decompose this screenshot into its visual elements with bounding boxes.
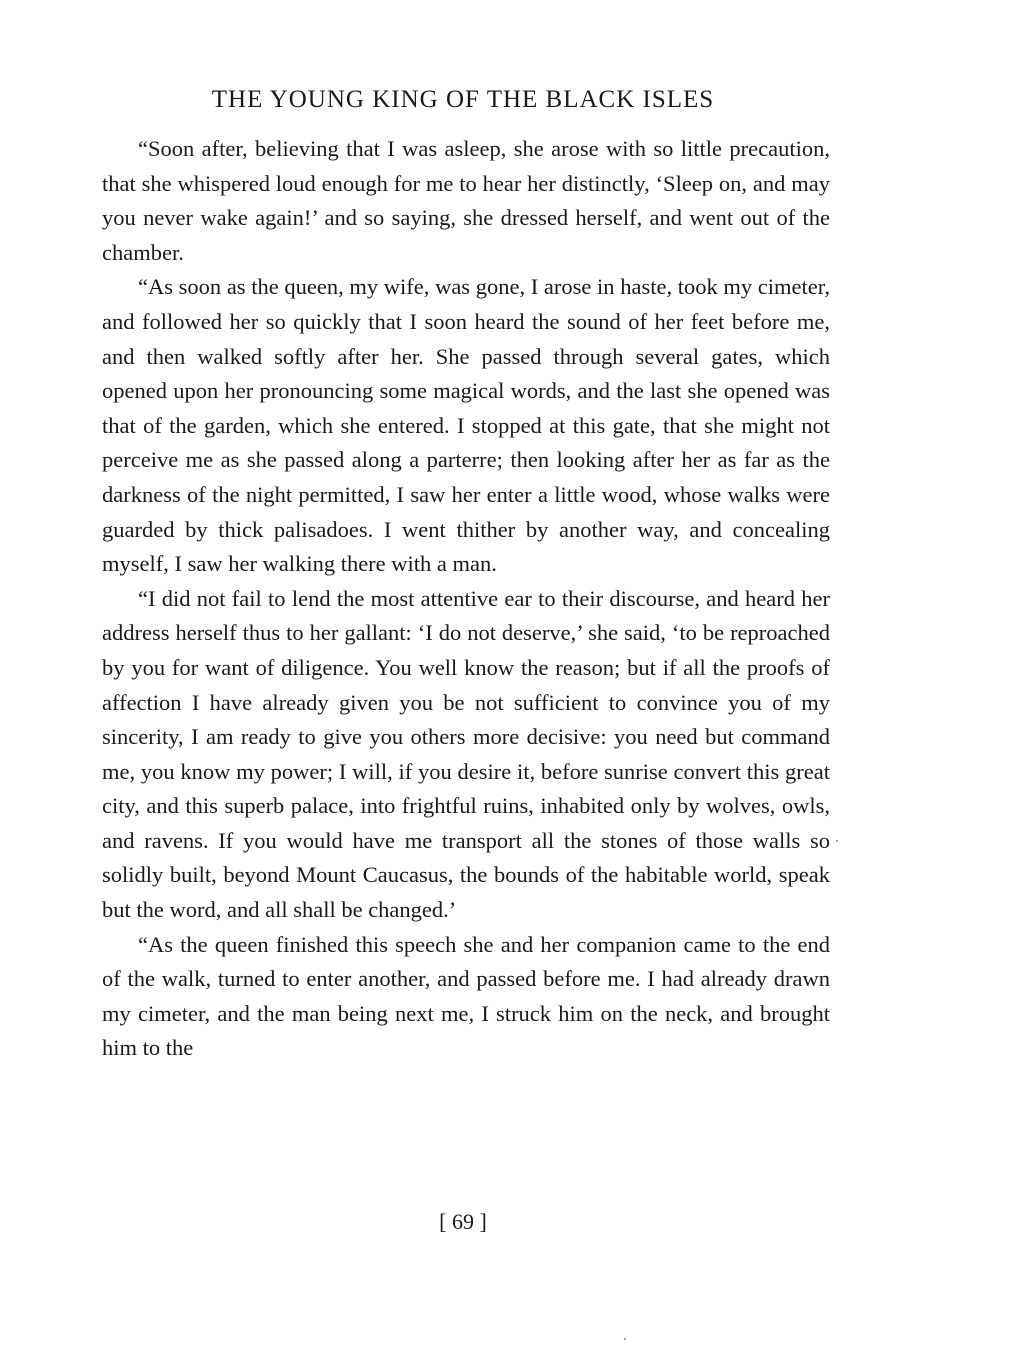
- body-text: [102, 132, 830, 1066]
- scan-speck: [836, 840, 838, 842]
- page-number: [ 69 ]: [439, 1209, 487, 1234]
- paragraph: “As the queen finished this speech she and her companion came to the end of the walk, turned to enter another, and passed before me. I had already drawn my cimeter, and the man being next me, I struck him on the neck, and brought him to the: [102, 931, 830, 1061]
- paragraph: “I did not fail to lend the most attentive ear to their discourse, and heard her address herself thus to her gallant: ‘I do not deserve,’ she said, ‘to be reproached by you for want of diligence. You well know the reason; but if all the proofs of affection I have already given you be not sufficient to convince you of my sincerity, I am ready to give you others more decisive: you need but command me, you know my power; I will, if you desire it, before sunrise convert this great city, and this superb palace, into frightful ruins, inhabited only by wolves, owls, and ravens. If you would have me transport all the stones of those walls so solidly built, beyond Mount Caucasus, the bounds of the habitable world, speak but the word, and all shall be changed.’: [102, 585, 830, 923]
- paragraph: “Soon after, believing that I was asleep, she arose with so little precaution, that she whispered loud enough for me to hear her distinctly, ‘Sleep on, and may you never wake again!’ and so saying, she dressed herself, and went out of the chamber.: [102, 136, 830, 265]
- paragraph: “As soon as the queen, my wife, was gone, I arose in haste, took my cimeter, and followed her so quickly that I soon heard the sound of her feet before me, and then walked softly after her. She passed through several gates, which opened upon her pronouncing some magical words, and the last she opened was that of the garden, which she entered. I stopped at this gate, that she might not perceive me as she passed along a parterre; then looking after her as far as the darkness of the night permitted, I saw her enter a little wood, whose walks were guarded by thick palisadoes. I went thither by another way, and concealing myself, I saw her walking there with a man.: [102, 274, 830, 577]
- scan-speck: [624, 1338, 626, 1340]
- running-head: THE YOUNG KING OF THE BLACK ISLES: [211, 86, 715, 113]
